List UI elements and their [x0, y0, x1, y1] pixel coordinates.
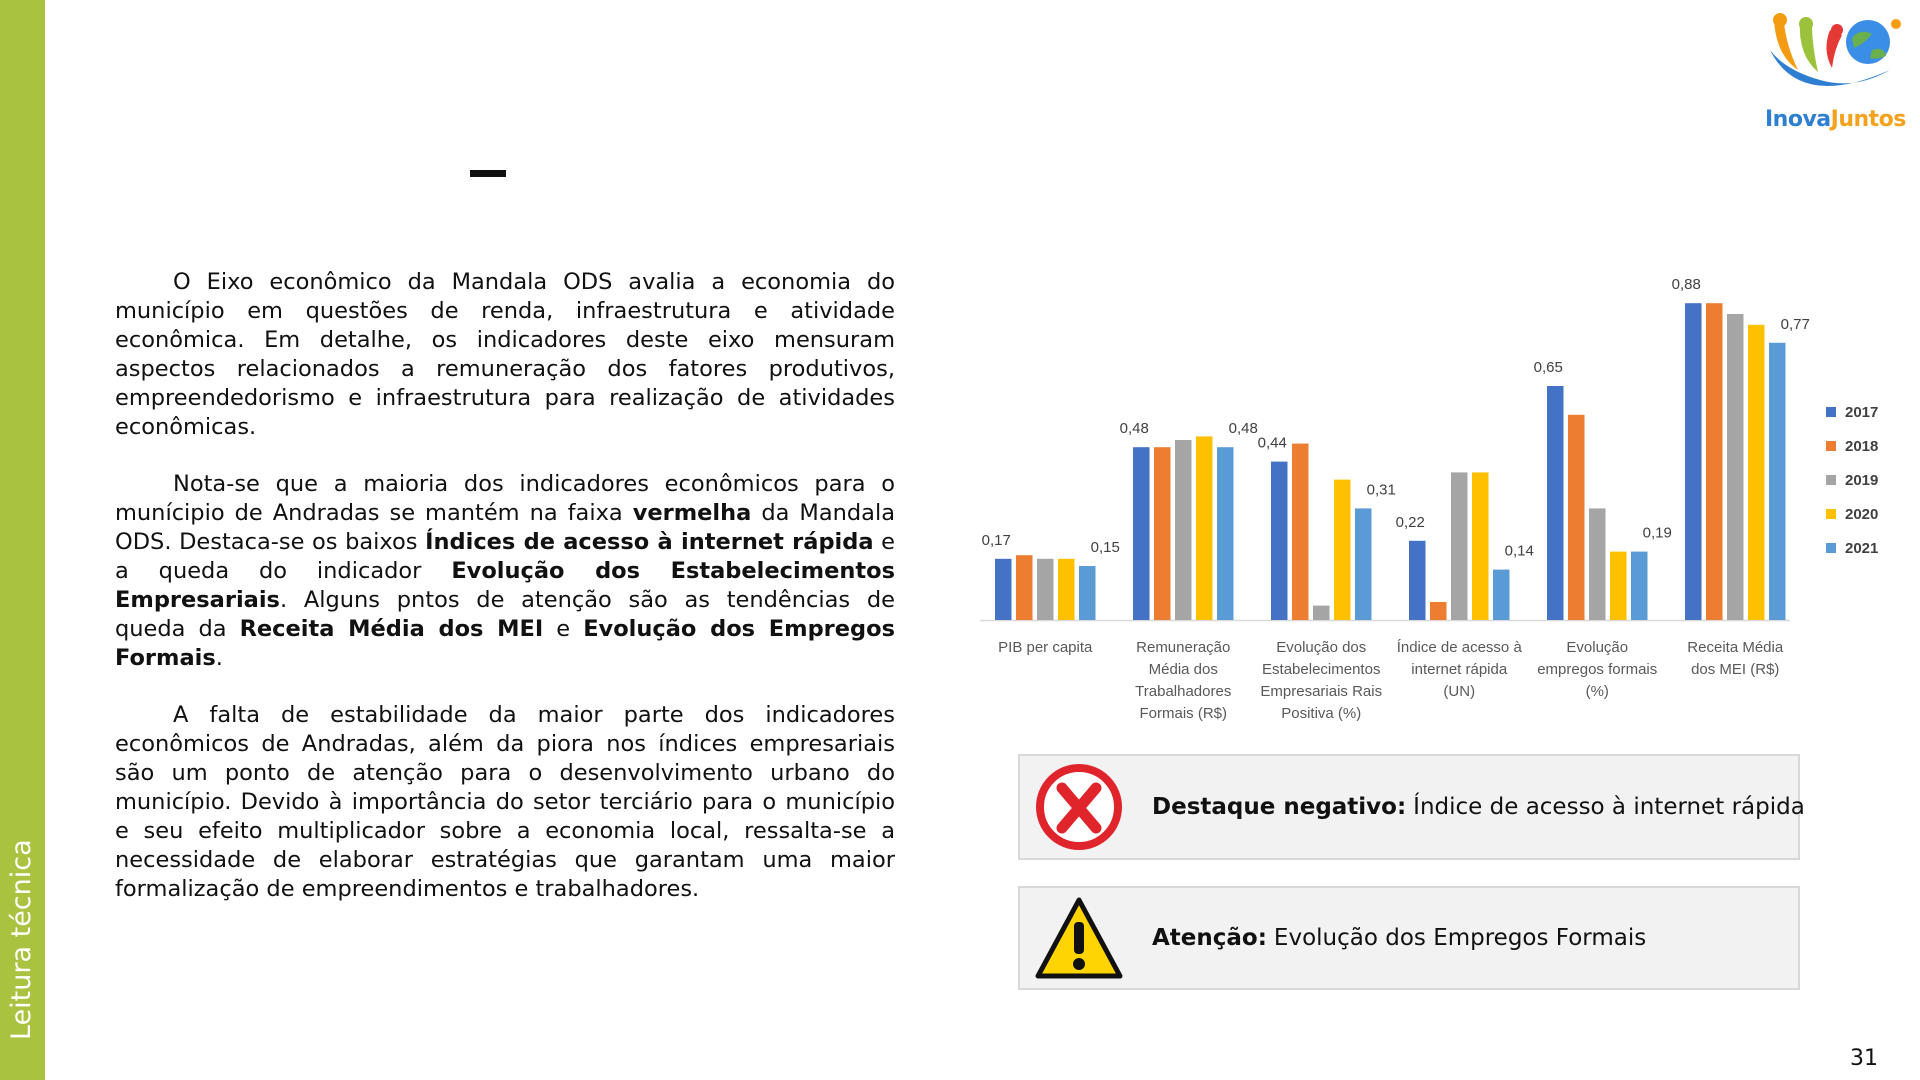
data-label: 0,17 — [981, 531, 1011, 549]
x-tick-label: Trabalhadores — [1135, 683, 1232, 700]
x-tick-label: (UN) — [1443, 683, 1476, 700]
legend-label-2020: 2020 — [1845, 506, 1879, 523]
bar-2020-4 — [1610, 552, 1627, 620]
bar-2018-2 — [1292, 444, 1309, 620]
data-label: 0,48 — [1119, 420, 1149, 438]
data-label: 0,48 — [1228, 420, 1258, 438]
legend-label-2018: 2018 — [1845, 438, 1879, 455]
bar-2020-5 — [1748, 325, 1765, 620]
paragraph-3: A falta de estabilidade da maior parte dos indicadores econômicos de Andradas, além da piora nos índices empresariais são um ponto de atenção para o desenvolvimento urbano do município. Devido à importância do setor terciário para o município e seu efeito multiplicador sobre a economia local, ressalta-se a necessidade de elaborar estratégias que garantam uma maior formalização de empreendimentos e trabalhadores. — [115, 702, 895, 902]
negative-highlight-box — [1018, 754, 1805, 860]
bar-2018-3 — [1430, 602, 1447, 620]
x-tick-label: Evolução — [1566, 639, 1629, 656]
data-label: 0,77 — [1780, 315, 1810, 333]
bar-2019-2 — [1313, 606, 1330, 620]
attention-box — [1018, 886, 1800, 990]
x-tick-label: Formais (R$) — [1139, 705, 1228, 722]
legend-label-2019: 2019 — [1845, 472, 1879, 489]
bar-2019-4 — [1589, 508, 1606, 620]
legend-swatch-2018 — [1826, 441, 1836, 451]
bar-2017-0 — [995, 559, 1012, 620]
bar-2018-4 — [1568, 415, 1585, 620]
data-label: 0,19 — [1642, 524, 1672, 542]
bar-2021-4 — [1631, 552, 1648, 620]
bar-2019-0 — [1037, 559, 1054, 620]
bar-2018-1 — [1154, 447, 1171, 620]
bar-2019-5 — [1727, 314, 1744, 620]
data-label: 0,15 — [1090, 539, 1120, 556]
paragraph-1: O Eixo econômico da Mandala ODS avalia a economia do município em questões de renda, infraestrutura e atividade econômica. Em detalhe, os indicadores deste eixo mensuram aspectos relacionados a remuneração dos fatores produtivos, empreendedorismo e infraestrutura para realização de atividades econômicas. — [115, 269, 895, 440]
negative-highlight-text: Destaque negativo: Índice de acesso à internet rápida — [1152, 794, 1805, 820]
bar-2021-3 — [1493, 570, 1510, 620]
legend-swatch-2020 — [1826, 509, 1836, 519]
sidebar-label: Leitura técnica — [6, 839, 37, 1040]
x-tick-label: dos MEI (R$) — [1691, 661, 1780, 678]
bar-2017-5 — [1685, 303, 1702, 620]
logo-wordmark-part1: Inova — [1765, 107, 1831, 132]
x-tick-label: Estabelecimentos — [1262, 661, 1381, 678]
legend-swatch-2017 — [1826, 407, 1836, 417]
x-tick-label: internet rápida — [1411, 661, 1508, 678]
paragraph-2: Nota-se que a maioria dos indicadores econômicos para o munícipio de Andradas se mantém na faixa vermelha da Mandala ODS. Destaca-se os baixos Índices de acesso à internet rápida e a queda do indicador Evolução dos Estabelecimentos Empresariais. Alguns pntos de atenção são as tendências de queda da Receita Média dos MEI e Evolução dos Empregos Formais. — [115, 471, 896, 671]
bar-2021-1 — [1217, 447, 1234, 620]
legend-label-2021: 2021 — [1845, 540, 1879, 557]
bar-2019-1 — [1175, 440, 1192, 620]
bar-2021-2 — [1355, 508, 1372, 620]
data-label: 0,14 — [1504, 542, 1534, 560]
legend-label-2017: 2017 — [1845, 404, 1879, 421]
bar-2021-5 — [1769, 343, 1786, 620]
x-circle-icon — [1034, 762, 1124, 852]
legend-swatch-2021 — [1826, 543, 1836, 553]
warning-icon — [1034, 894, 1124, 984]
data-label: 0,44 — [1257, 434, 1287, 452]
x-tick-label: Evolução dos — [1276, 639, 1367, 656]
x-tick-label: Positiva (%) — [1281, 705, 1362, 722]
title-dash — [470, 170, 506, 177]
bar-2017-3 — [1409, 541, 1426, 620]
data-label: 0,22 — [1395, 513, 1425, 531]
bar-2017-1 — [1133, 447, 1150, 620]
data-label: 0,88 — [1671, 276, 1701, 294]
logo-wordmark-part2: Juntos — [1830, 107, 1906, 132]
x-tick-label: Receita Média — [1687, 639, 1784, 656]
legend-swatch-2019 — [1826, 475, 1836, 485]
bar-2020-1 — [1196, 436, 1213, 620]
attention-text: Atenção: Evolução dos Empregos Formais — [1152, 925, 1647, 951]
logo-graphic-icon — [1760, 10, 1915, 110]
data-label: 0,65 — [1533, 359, 1563, 376]
bar-2017-2 — [1271, 462, 1288, 620]
bar-2020-0 — [1058, 559, 1075, 620]
economic-indicators-chart — [960, 265, 1900, 735]
x-tick-label: (%) — [1585, 683, 1609, 700]
bar-2020-2 — [1334, 480, 1351, 620]
bar-2021-0 — [1079, 566, 1096, 620]
data-label: 0,31 — [1366, 481, 1396, 499]
bar-2018-0 — [1016, 555, 1033, 620]
bar-2020-3 — [1472, 472, 1489, 620]
sidebar-band — [0, 0, 45, 1080]
x-tick-label: PIB per capita — [998, 639, 1093, 656]
bar-2019-3 — [1451, 472, 1468, 620]
x-tick-label: Empresariais Rais — [1260, 683, 1383, 700]
logo-wordmark — [1765, 107, 1906, 132]
x-tick-label: Média dos — [1148, 661, 1218, 678]
body-text — [115, 268, 895, 932]
page-number: 31 — [1850, 1046, 1878, 1071]
x-tick-label: Remuneração — [1136, 639, 1231, 656]
x-tick-label: Índice de acesso à — [1396, 639, 1522, 656]
x-tick-label: empregos formais — [1537, 661, 1658, 678]
bar-2018-5 — [1706, 303, 1723, 620]
bar-2017-4 — [1547, 386, 1564, 620]
